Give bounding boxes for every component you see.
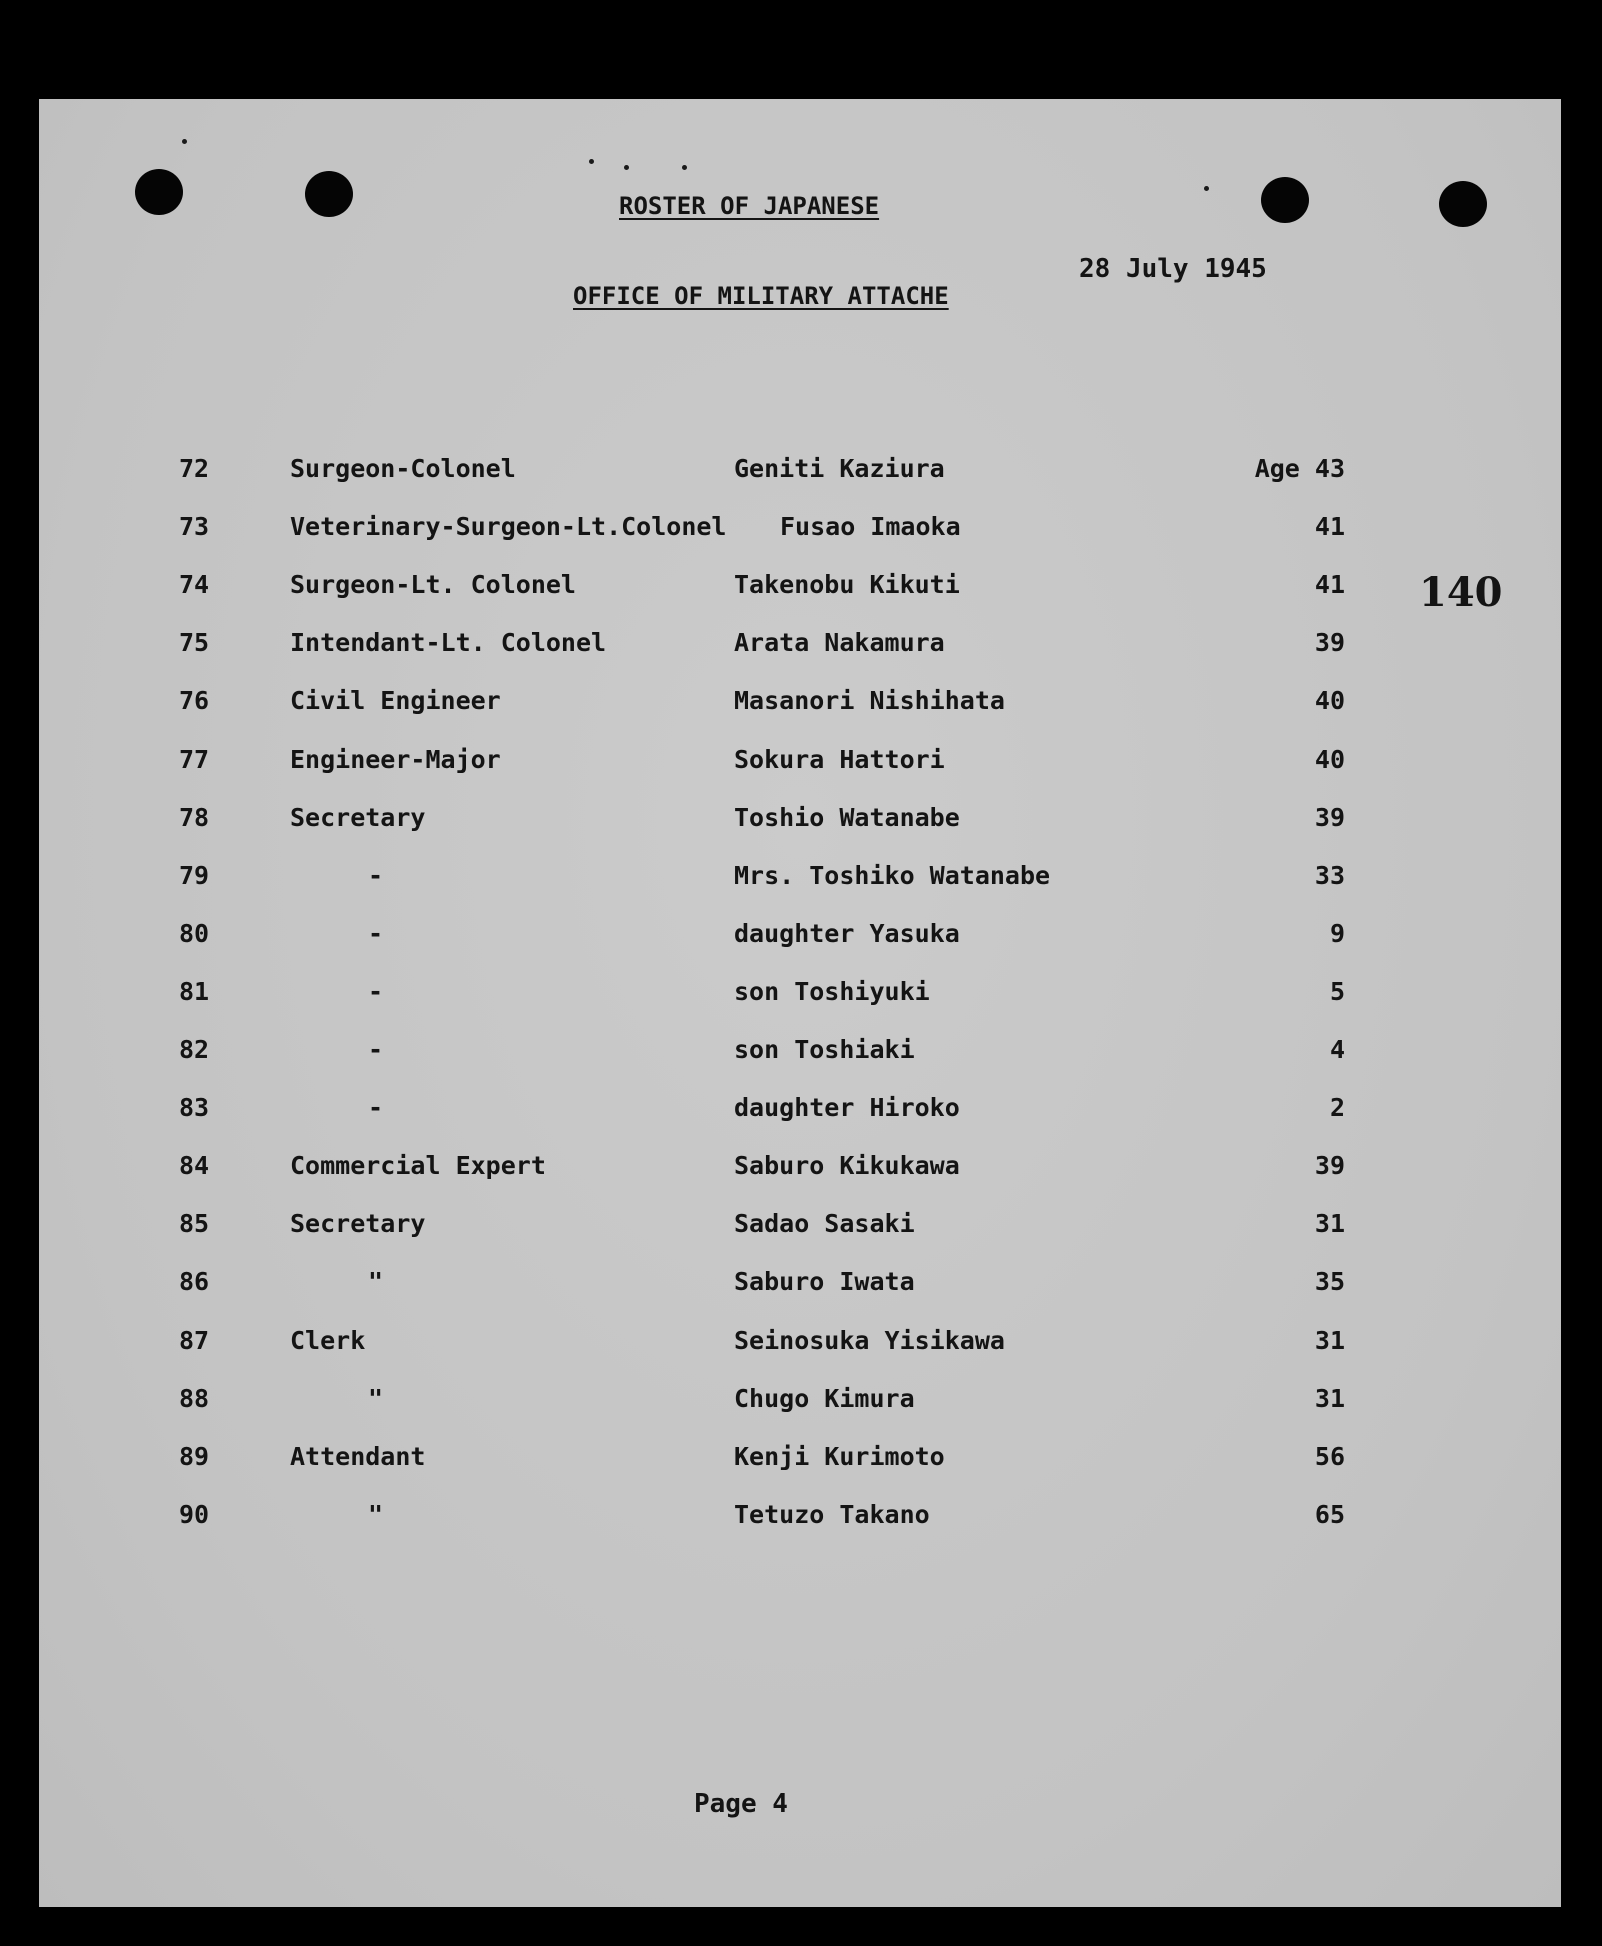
roster-number: 81 xyxy=(179,976,210,1006)
roster-name: Chugo Kimura xyxy=(734,1383,915,1413)
roster-number: 73 xyxy=(179,512,210,542)
roster-name: Sadao Sasaki xyxy=(734,1209,915,1239)
roster-number: 72 xyxy=(179,454,210,483)
roster-row xyxy=(39,1151,1561,1191)
roster-rank: Surgeon-Colonel xyxy=(290,454,516,483)
roster-number: 84 xyxy=(179,1151,210,1181)
roster-age: 40 xyxy=(1314,744,1345,774)
roster-row xyxy=(39,861,1561,901)
roster-row xyxy=(39,1384,1561,1424)
roster-rank: " xyxy=(368,1267,384,1297)
roster-row xyxy=(39,1209,1561,1249)
roster-age: 35 xyxy=(1314,1267,1345,1297)
roster-age: 31 xyxy=(1314,1325,1345,1355)
roster-number: 80 xyxy=(179,918,210,948)
roster-age: 39 xyxy=(1314,628,1345,658)
roster-name: Saburo Iwata xyxy=(734,1267,915,1297)
roster-number: 75 xyxy=(179,628,210,658)
roster-age: 41 xyxy=(1314,570,1345,600)
roster-name: Tetuzo Takano xyxy=(734,1499,930,1529)
roster-name: Mrs. Toshiko Watanabe xyxy=(734,860,1051,890)
roster-rank: Civil Engineer xyxy=(290,686,501,716)
roster-name: son Toshiaki xyxy=(734,1035,915,1064)
roster-number: 85 xyxy=(179,1209,210,1239)
roster-rank: - xyxy=(368,976,384,1006)
roster-rank: " xyxy=(368,1383,384,1413)
page-subtitle: OFFICE OF MILITARY ATTACHE xyxy=(573,282,949,310)
roster-number: 87 xyxy=(179,1325,210,1355)
roster-age: 65 xyxy=(1314,1499,1345,1529)
roster-age: 4 xyxy=(1329,1035,1345,1064)
document-page xyxy=(39,99,1561,1907)
roster-age: 56 xyxy=(1314,1441,1345,1471)
roster-row xyxy=(39,977,1561,1017)
roster-row xyxy=(39,745,1561,785)
roster-row xyxy=(39,1500,1561,1540)
roster-rank: Secretary xyxy=(290,1209,426,1239)
document-date: 28 July 1945 xyxy=(1079,254,1267,284)
roster-name: daughter Yasuka xyxy=(734,918,960,948)
roster-age: 9 xyxy=(1329,918,1345,948)
roster-name: Saburo Kikukawa xyxy=(734,1151,960,1181)
roster-row xyxy=(39,686,1561,726)
roster-rank: Clerk xyxy=(290,1325,366,1355)
roster-row xyxy=(39,512,1561,552)
roster-number: 76 xyxy=(179,686,210,716)
roster-rank: Commercial Expert xyxy=(290,1151,546,1181)
roster-row xyxy=(39,1442,1561,1482)
roster-row xyxy=(39,570,1561,610)
roster-rank: - xyxy=(368,860,384,890)
roster-row xyxy=(39,628,1561,668)
roster-age: 33 xyxy=(1314,860,1345,890)
roster-rank: " xyxy=(368,1499,384,1529)
roster-name: Fusao Imaoka xyxy=(780,512,961,542)
roster-name: son Toshiyuki xyxy=(734,976,930,1006)
roster-number: 90 xyxy=(179,1499,210,1529)
roster-name: Seinosuka Yisikawa xyxy=(734,1325,1005,1355)
roster-age: 41 xyxy=(1314,512,1345,542)
roster-age: 2 xyxy=(1329,1093,1345,1123)
stamp-number: 140 xyxy=(1419,569,1503,616)
roster-number: 86 xyxy=(179,1267,210,1297)
roster-rank: Secretary xyxy=(290,802,426,832)
roster-rank: - xyxy=(368,1035,384,1064)
roster-name: Masanori Nishihata xyxy=(734,686,1005,716)
roster-number: 89 xyxy=(179,1441,210,1471)
roster-rank: - xyxy=(368,1093,384,1123)
roster-name: Takenobu Kikuti xyxy=(734,570,960,600)
roster-number: 83 xyxy=(179,1093,210,1123)
roster-row xyxy=(39,454,1561,494)
roster-age: Age 43 xyxy=(1254,454,1345,483)
roster-row xyxy=(39,1267,1561,1307)
roster-rank: Surgeon-Lt. Colonel xyxy=(290,570,576,600)
roster-row xyxy=(39,803,1561,843)
roster-number: 79 xyxy=(179,860,210,890)
roster-number: 74 xyxy=(179,570,210,600)
roster-rank: Intendant-Lt. Colonel xyxy=(290,628,607,658)
roster-age: 39 xyxy=(1314,802,1345,832)
roster-row xyxy=(39,1035,1561,1075)
roster-rank: - xyxy=(368,918,384,948)
roster-list xyxy=(39,99,1561,1907)
roster-rank: Veterinary-Surgeon-Lt.Colonel xyxy=(290,512,727,542)
roster-number: 88 xyxy=(179,1383,210,1413)
roster-row xyxy=(39,1326,1561,1366)
roster-name: Toshio Watanabe xyxy=(734,802,960,832)
roster-name: Arata Nakamura xyxy=(734,628,945,658)
roster-rank: Attendant xyxy=(290,1441,426,1471)
roster-number: 82 xyxy=(179,1035,210,1064)
roster-number: 77 xyxy=(179,744,210,774)
roster-row xyxy=(39,919,1561,959)
roster-rank: Engineer-Major xyxy=(290,744,501,774)
roster-name: daughter Hiroko xyxy=(734,1093,960,1123)
page-number: Page 4 xyxy=(694,1789,788,1819)
page-title: ROSTER OF JAPANESE xyxy=(619,192,880,220)
roster-age: 31 xyxy=(1314,1209,1345,1239)
roster-name: Sokura Hattori xyxy=(734,744,945,774)
roster-age: 31 xyxy=(1314,1383,1345,1413)
roster-number: 78 xyxy=(179,802,210,832)
roster-name: Kenji Kurimoto xyxy=(734,1441,945,1471)
roster-row xyxy=(39,1093,1561,1133)
roster-age: 5 xyxy=(1329,976,1345,1006)
roster-age: 40 xyxy=(1314,686,1345,716)
roster-name: Geniti Kaziura xyxy=(734,454,945,483)
roster-age: 39 xyxy=(1314,1151,1345,1181)
